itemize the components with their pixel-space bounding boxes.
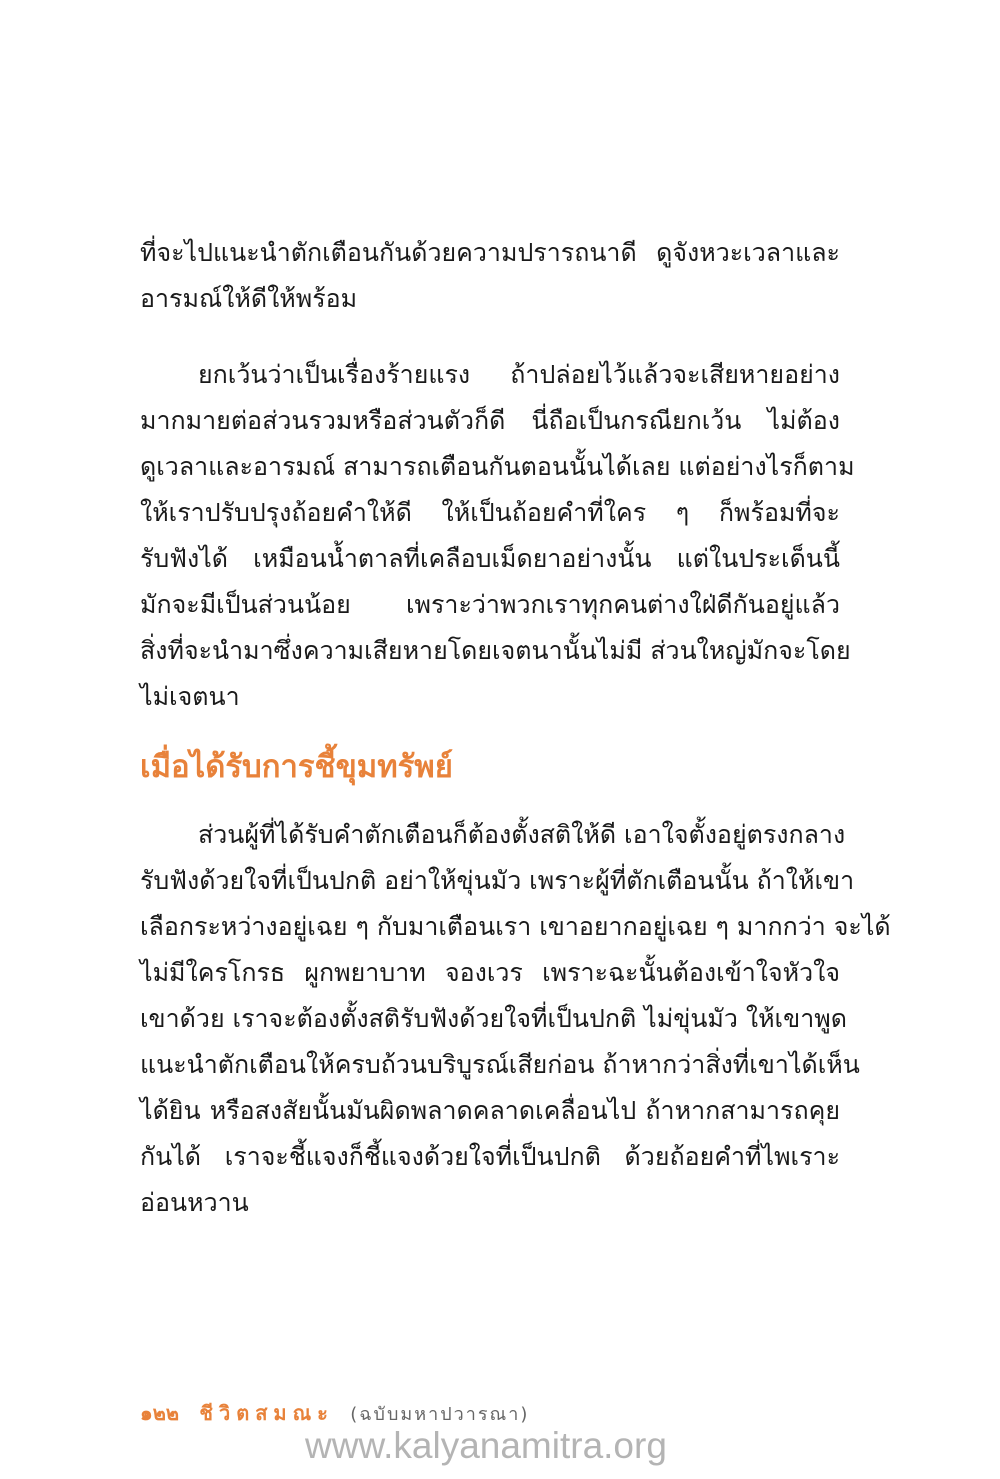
text-line: เขาด้วย เราจะต้องตั้งสติรับฟังด้วยใจที่เป็นปกติ ไม่ขุ่นมัว ให้เขาพูด [140,1004,847,1033]
text-line: ให้เราปรับปรุงถ้อยคำให้ดี ให้เป็นถ้อยคำที่ใคร ๆ ก็พร้อมที่จะ [140,498,840,527]
text-line: ไม่มีใครโกรธ ผูกพยาบาท จองเวร เพราะฉะนั้นต้องเข้าใจหัวใจ [140,958,840,987]
text-line: สิ่งที่จะนำมาซึ่งความเสียหายโดยเจตนานั้นไม่มี ส่วนใหญ่มักจะโดย [140,636,851,665]
text-line: เลือกระหว่างอยู่เฉย ๆ กับมาเตือนเรา เขาอยากอยู่เฉย ๆ มากกว่า จะได้ [140,912,891,941]
page-content [140,230,891,1226]
section-heading: เมื่อได้รับการชี้ขุมทรัพย์ [140,749,453,785]
page-number: ๑๒๒ [140,1401,180,1425]
text-line: กันได้ เราจะชี้แจงก็ชี้แจงด้วยใจที่เป็นปกติ ด้วยถ้อยคำที่ไพเราะ [140,1142,840,1171]
text-line: ไม่เจตนา [140,682,240,711]
edition-label: (ฉบับมหาปวารณา) [350,1404,530,1425]
text-line: ได้ยิน หรือสงสัยนั้นมันผิดพลาดคลาดเคลื่อนไป ถ้าหากสามารถคุย [140,1096,840,1125]
text-line: ส่วนผู้ที่ได้รับคำตักเตือนก็ต้องตั้งสติให้ดี เอาใจตั้งอยู่ตรงกลาง [198,820,846,849]
text-line: รับฟังได้ เหมือนน้ำตาลที่เคลือบเม็ดยาอย่างนั้น แต่ในประเด็นนี้ [140,544,840,573]
text-line: ที่จะไปแนะนำตักเตือนกันด้วยความปรารถนาดี ดูจังหวะเวลาและ [140,238,840,267]
book-title: ชีวิตสมณะ [199,1401,334,1425]
text-line: มักจะมีเป็นส่วนน้อย เพราะว่าพวกเราทุกคนต่างใฝ่ดีกันอยู่แล้ว [140,590,840,619]
watermark-url: www.kalyanamitra.org [305,1425,667,1466]
text-line: รับฟังด้วยใจที่เป็นปกติ อย่าให้ขุ่นมัว เพราะผู้ที่ตักเตือนนั้น ถ้าให้เขา [140,866,855,895]
paragraph-receiving-advice [140,812,891,1226]
page-footer [140,1400,529,1428]
text-line: ดูเวลาและอารมณ์ สามารถเตือนกันตอนนั้นได้เลย แต่อย่างไรก็ตาม [140,452,855,481]
text-line: ยกเว้นว่าเป็นเรื่องร้ายแรง ถ้าปล่อยไว้แล้วจะเสียหายอย่าง [198,360,840,389]
paragraph-gap [140,322,840,352]
text-line: อารมณ์ให้ดีให้พร้อม [140,284,358,313]
text-line: มากมายต่อส่วนรวมหรือส่วนตัวก็ดี นี่ถือเป็นกรณียกเว้น ไม่ต้อง [140,406,840,435]
text-line: แนะนำตักเตือนให้ครบถ้วนบริบูรณ์เสียก่อน ถ้าหากว่าสิ่งที่เขาได้เห็น [140,1050,860,1079]
paragraph-continuation [140,230,840,322]
paragraph-exception [140,352,855,720]
text-line: อ่อนหวาน [140,1188,249,1217]
